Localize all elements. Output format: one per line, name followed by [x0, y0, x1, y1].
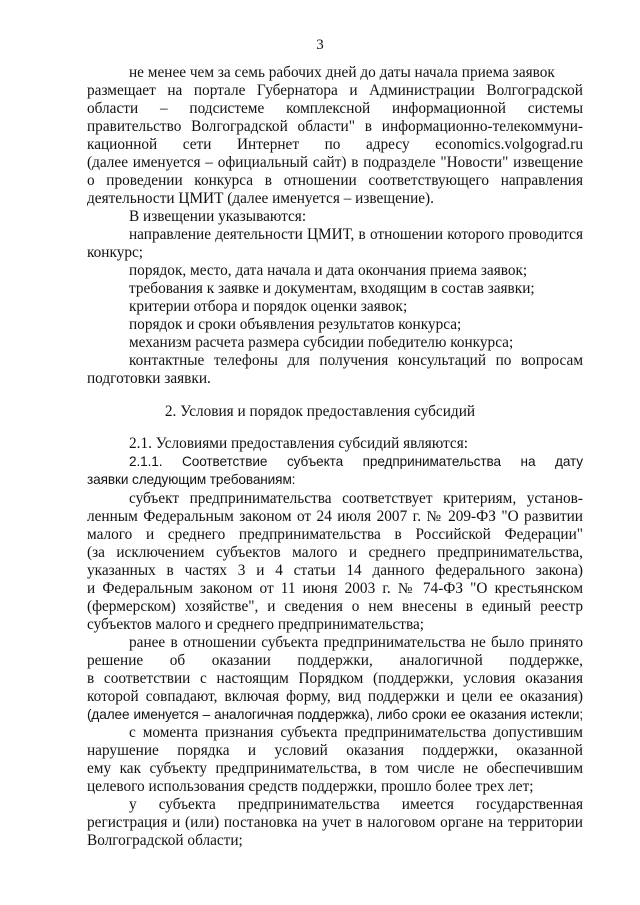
text-line: (далее именуется – официальный сайт) в подразделе "Новости" извещение [87, 154, 583, 171]
text-line: правительство Волгоградской области" в информационно-телекоммуни- [87, 118, 583, 135]
text-line: механизм расчета размера субсидии победителю конкурса; [129, 334, 514, 351]
text-line: которой совпадают, включая форму, вид поддержки и цели ее оказания) [87, 688, 583, 705]
text-line: и Федеральным законом от 11 июня 2003 г. № 74-ФЗ "О крестьянском [87, 580, 583, 597]
text-line: с момента признания субъекта предпринимательства допустившим [129, 724, 583, 741]
text-line: субъект предпринимательства соответствует критериям, установ- [129, 490, 583, 507]
text-line: у субъекта предпринимательства имеется государственная [129, 796, 583, 813]
text-line: 2.1.1. Соответствие субъекта предпринимательства на дату [129, 454, 583, 469]
text-line: критерии отбора и порядок оценки заявок; [129, 298, 408, 315]
page-number: 3 [316, 37, 324, 53]
text-line: субъектов малого и среднего предпринимательства; [87, 616, 425, 633]
text-line: (за исключением субъектов малого и среднего предпринимательства, [87, 544, 583, 561]
text-line: порядок, место, дата начала и дата окончания приема заявок; [129, 262, 528, 279]
text-line: ленным Федеральным законом от 24 июля 2007 г. № 209-ФЗ "О развитии [87, 508, 583, 525]
text-line: кационной сети Интернет по адресу economics.volgograd.ru [87, 136, 583, 153]
text-line: малого и среднего предпринимательства в Российской Федерации" [87, 526, 583, 543]
text-line: 2.1. Условиями предоставления субсидий являются: [129, 435, 469, 452]
text-line: нарушение порядка и условий оказания поддержки, оказанной [87, 742, 583, 759]
text-line: конкурс; [87, 244, 144, 261]
text-line: контактные телефоны для получения консультаций по вопросам [129, 352, 583, 369]
text-line: в соответствии с настоящим Порядком (поддержки, условия оказания [87, 670, 583, 687]
text-line: деятельности ЦМИТ (далее именуется – извещение). [87, 190, 434, 207]
text-line: решение об оказании поддержки, аналогичной поддержке, [87, 652, 583, 669]
text-line: порядок и сроки объявления результатов конкурса; [129, 316, 462, 333]
text-line: ранее в отношении субъекта предпринимательства не было принято [129, 634, 583, 651]
text-line: области – подсистеме комплексной информационной системы [87, 100, 583, 117]
text-line: не менее чем за семь рабочих дней до даты начала приема заявок [129, 64, 555, 81]
text-line: направление деятельности ЦМИТ, в отношении которого проводится [129, 226, 583, 243]
text-line: целевого использования средств поддержки, прошло более трех лет; [87, 778, 534, 795]
text-line: о проведении конкурса в отношении соответствующего направления [87, 172, 583, 189]
section-heading: 2. Условия и порядок предоставления субсидий [164, 403, 476, 420]
text-line: (далее именуется – аналогичная поддержка), либо сроки ее оказания истекли; [87, 707, 583, 722]
text-line: размещает на портале Губернатора и Администрации Волгоградской [87, 82, 583, 99]
text-line: (фермерском) хозяйстве", и сведения о нем внесены в единый реестр [87, 598, 583, 615]
text-line: указанных в частях 3 и 4 статьи 14 данного федерального закона) [87, 562, 583, 579]
text-line: В извещении указываются: [129, 208, 307, 225]
text-line: Волгоградской области; [87, 832, 243, 849]
text-line: заявки следующим требованиям: [87, 472, 296, 487]
text-line: подготовки заявки. [87, 370, 211, 387]
text-line: требования к заявке и документам, входящим в состав заявки; [129, 280, 535, 297]
text-line: ему как субъекту предпринимательства, в том числе не обеспечившим [87, 760, 583, 777]
text-line: регистрация и (или) постановка на учет в налоговом органе на территории [87, 814, 583, 831]
